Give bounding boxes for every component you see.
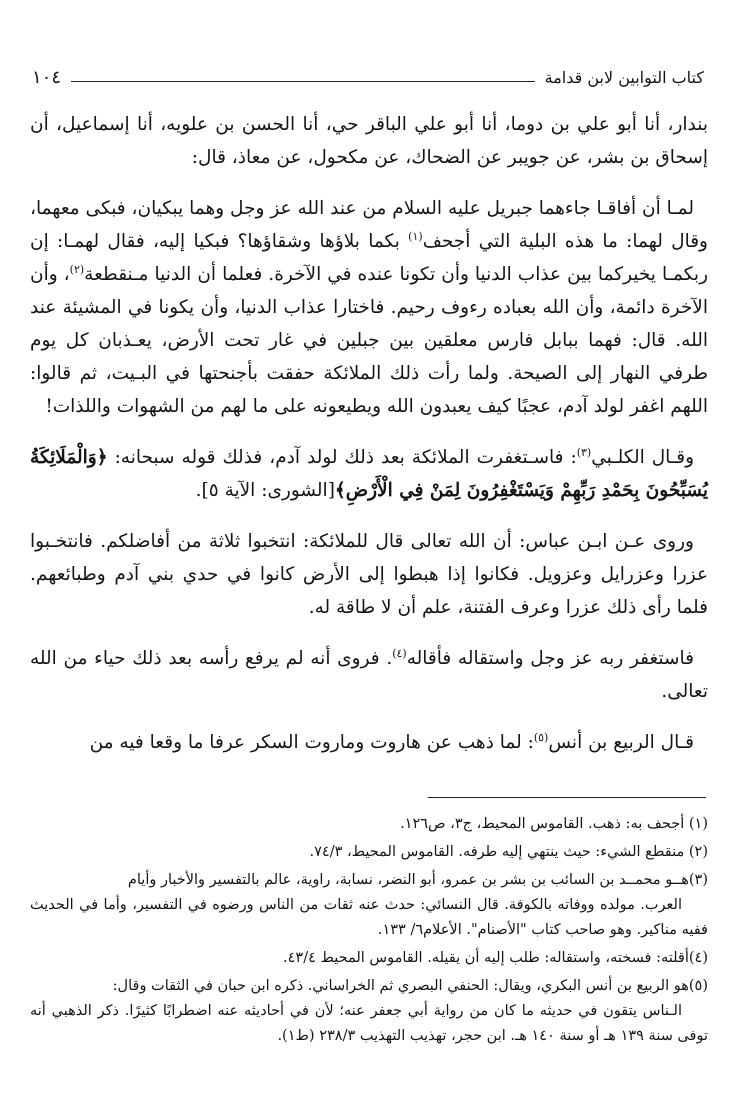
main-text <box>30 108 708 777</box>
footnote-separator <box>428 797 706 798</box>
paragraph-kalbi: وقـال الكلـبي$^{(٣)}$: فاسـتغفرت الملائكة بعد ذلك لولد آدم، فذلك قوله سبحانه: ﴿وَالْمَلَائِكَةُ يُسَبِّحُونَ بِحَمْدِ رَبِّهِمْ وَيَسْتَغْفِرُونَ لِمَنْ فِي الْأَرْضِ﴾[الشورى: الآية ٥]. <box>30 445 708 501</box>
footnote-marker[interactable]: (٤) <box>392 646 407 660</box>
running-header <box>32 62 704 92</box>
header-rule <box>71 81 535 82</box>
paragraph-repentance: فاستغفر ربه عز وجل واستقاله فأقاله$^{(٤)}$. فروى أنه لم يرفع رأسه بعد ذلك حياء من الله تعالى. <box>30 646 708 702</box>
footnote-item: (٥)هو الربيع بن أنس البكري، ويقال: الحنفي البصري ثم الخراساني. ذكره ابن حبان في الثقات وقال: الـناس يتقون في حديثه ما كان من رواية أبي جعفر عنه؛ لأن في أحاديثه عنه اضطرابًا كثيرًا. ذكر الذهبي أنه توفى سنة ١٣٩ هـ أو سنة ١٤٠ هـ. ابن حجر، تهذيب التهذيب ٢٣٨/٣ (ط١). <box>30 978 708 1044</box>
footnote-item: (٤)أقلته: فسخته، واستقاله: طلب إليه أن يقيله. القاموس المحيط ٤٣/٤. <box>283 950 708 966</box>
page-number: ١٠٤ <box>32 66 62 88</box>
paragraph-ibn-abbas: وروى عـن ابـن عباس: أن الله تعالى قال للملائكة: انتخبوا ثلاثة من أفاضلكم. فانتخـبوا عزرا وعزرايل وعزويل. فكانوا إذا هبطوا إلى الأرض كانوا في حدي بني آدم وطبائعهم. فلما رأى ذلك عزرا وعرف الفتنة، علم أن لا طاقة له. <box>30 531 708 618</box>
footnote-item: (١) أجحف به: ذهب. القاموس المحيط، ج٣، ص١٢٦. <box>400 816 708 832</box>
footnote-marker[interactable]: (٢) <box>69 262 85 276</box>
footnote-item: (٢) منقطع الشيء: حيث ينتهي إليه طرفه. القاموس المحيط، ٧٤/٣. <box>309 844 708 860</box>
footnote-item: (٣)هــو محمــد بن السائب بن بشر بن عمرو، أبو النضر، نسابة، راوية، عالم بالتفسير والأخبار وأيام العرب. مولده ووفاته بالكوفة. قال النسائي: حدث عنه ثقات من الناس ورضوه في التفسير، وأما في الحديث ففيه مناكير. وهو صاحب كتاب "الأصنام". الأعلام٦/ ١٣٣. <box>30 872 708 938</box>
paragraph-rabi: قـال الربيع بن أنس$^{(٥)}$: لما ذهب عن هاروت وماروت السكر عرفا ما وقعا فيه من <box>89 730 694 753</box>
paragraph-gabriel: لمـا أن أفاقـا جاءهما جبريل عليه السلام من عند الله عز وجل وهما يبكيان، فبكى معهما، وقال لهما: ما هذه البلية التي أجحف$^{(١)}$ بكما بلاؤها وشقاؤها؟ فبكيا إليه، فقال لهمـا: إن ربكمـا يخيركما بين عذاب الدنيا وأن تكونا عنده في الآخرة. فعلما أن الدنيا مـنقطعة$^{(٢)}$، وأن الآخرة دائمة، وأن الله بعباده رءوف رحيم. فاختارا عذاب الدنيا، وأن يكونا في المشيئة عند الله. قال: فهما ببابل فارس معلقين بين جبلين في غار تحت الأرض، يعـذبان كل يوم طرفي النهار إلى الصيحة. ولما رأت ذلك الملائكة حفقت بأجنحتها في البـيت، ثم قالوا: اللهم اغفر لولد آدم، عجبًا كيف يعبدون الله ويطيعونه على ما لهم من الشهوات واللذات! <box>30 198 709 417</box>
verse-reference: [الشورى: الآية ٥]. <box>195 480 335 501</box>
book-title: كتاب التوابين لابن قدامة <box>544 67 704 87</box>
footnote-marker[interactable]: (٥) <box>533 730 549 744</box>
paragraph-chain-of-narration: بندار، أنا أبو علي بن دوما، أنا أبو علي الباقر حي، أنا الحسن بن علويه، أنا إسماعيل، أن إسحاق بن بشر، عن جويبر عن الضحاك، عن مكحول، عن معاذ، قال: <box>30 114 708 168</box>
footnote-marker[interactable]: (١) <box>408 229 423 243</box>
footnote-marker[interactable]: (٣) <box>576 445 592 459</box>
quran-verse: ﴿وَالْمَلَائِكَةُ يُسَبِّحُونَ بِحَمْدِ رَبِّهِمْ وَيَسْتَغْفِرُونَ لِمَنْ فِي الْأَرْضِ﴾ <box>30 447 708 501</box>
footnotes <box>30 812 708 1052</box>
